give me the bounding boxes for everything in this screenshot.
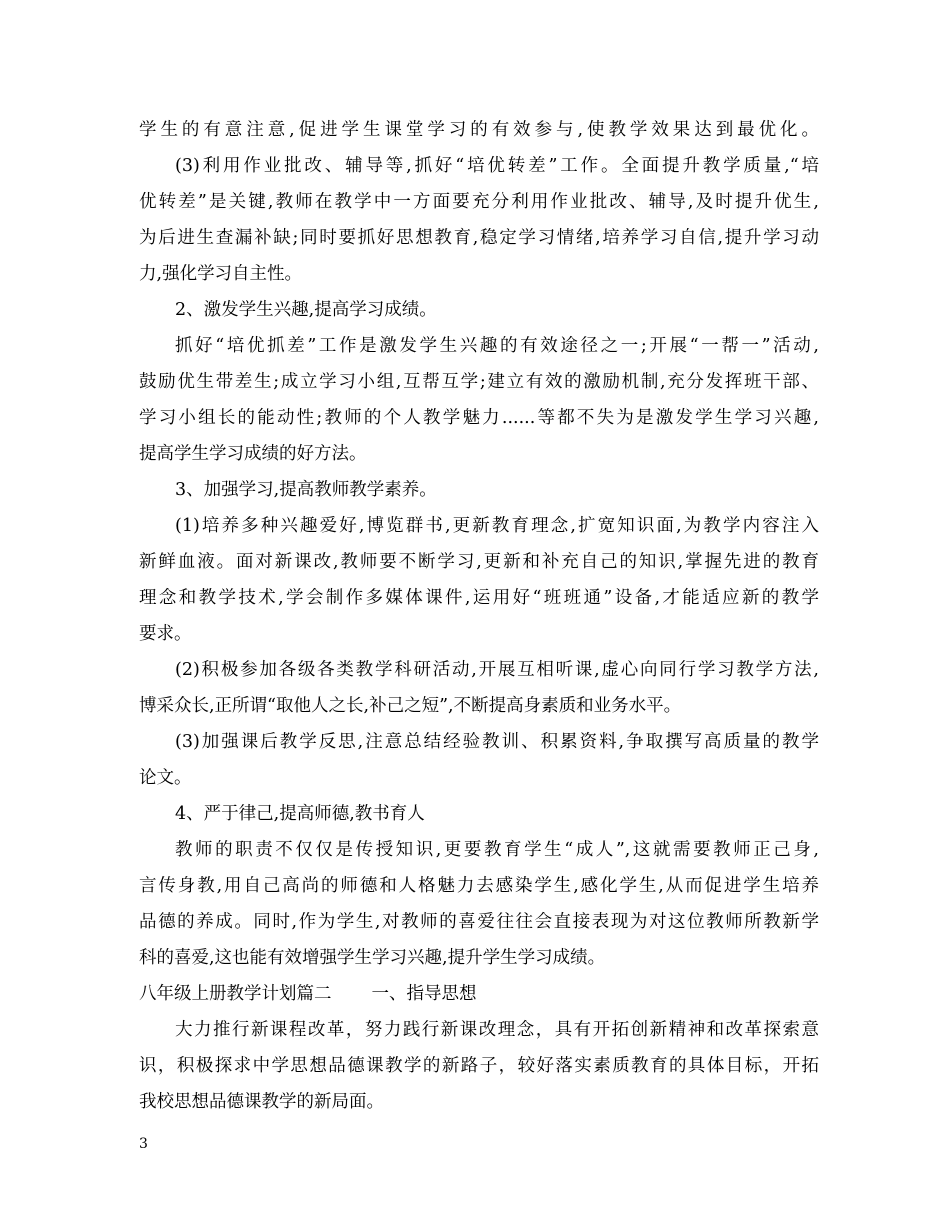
paragraph-line: (1)培养多种兴趣爱好,博览群书,更新教育理念,扩宽知识面,为教学内容注入: [175, 516, 819, 536]
paragraph-line: 论文。: [139, 768, 192, 788]
paragraph-line: 要求。: [139, 624, 192, 644]
paragraph-line: 理念和教学技术,学会制作多媒体课件,运用好“班班通”设备,才能适应新的教学: [139, 588, 819, 608]
section-title: 八年级上册教学计划篇二: [139, 984, 332, 1004]
paragraph-line: 为后进生查漏补缺;同时要抓好思想教育,稳定学习情绪,培养学习自信,提升学习动: [139, 228, 819, 248]
list-heading: 3、加强学习,提高教师教学素养。: [175, 480, 437, 500]
paragraph-line: 学习小组长的能动性;教师的个人教学魅力......等都不失为是激发学生学习兴趣,: [139, 408, 819, 428]
section-subtitle: 一、指导思想: [371, 984, 477, 1004]
paragraph-line: 力,强化学习自主性。: [139, 264, 303, 284]
paragraph-line: (3)利用作业批改、辅导等,抓好“培优转差”工作。全面提升教学质量,“培: [175, 156, 819, 176]
paragraph-line: 鼓励优生带差生;成立学习小组,互帮互学;建立有效的激励机制,充分发挥班干部、: [139, 372, 819, 392]
list-heading: 4、严于律己,提高师德,教书育人: [175, 804, 425, 824]
paragraph-line: 学生的有意注意,促进学生课堂学习的有效参与,使教学效果达到最优化。: [139, 120, 819, 140]
paragraph-line: 抓好“培优抓差”工作是激发学生兴趣的有效途径之一;开展“一帮一”活动,: [175, 336, 819, 356]
paragraph-line: 新鲜血液。面对新课改,教师要不断学习,更新和补充自己的知识,掌握先进的教育: [139, 552, 819, 572]
paragraph-line: (2)积极参加各级各类教学科研活动,开展互相听课,虚心向同行学习教学方法,: [175, 660, 819, 680]
paragraph-line: 言传身教,用自己高尚的师德和人格魅力去感染学生,感化学生,从而促进学生培养: [139, 876, 819, 896]
paragraph-line: 我校思想品德课教学的新局面。: [139, 1092, 384, 1112]
document-body: [139, 112, 819, 1120]
paragraph-line: 提高学生学习成绩的好方法。: [139, 444, 367, 464]
paragraph-line: 优转差”是关键,教师在教学中一方面要充分利用作业批改、辅导,及时提升优生,: [139, 192, 819, 212]
paragraph-line: (3)加强课后教学反思,注意总结经验教训、积累资料,争取撰写高质量的教学: [175, 732, 819, 752]
paragraph-line: 科的喜爱,这也能有效增强学生学习兴趣,提升学生学习成绩。: [139, 948, 606, 968]
paragraph-line: 博采众长,正所谓“取他人之长,补己之短”,不断提高身素质和业务水平。: [139, 696, 682, 716]
paragraph-line: 品德的养成。同时,作为学生,对教师的喜爱往往会直接表现为对这位教师所教新学: [139, 912, 819, 932]
page-number: 3: [139, 1136, 148, 1152]
paragraph-line: 教师的职责不仅仅是传授知识,更要教育学生“成人”,这就需要教师正己身,: [175, 840, 819, 860]
section-heading: [139, 976, 819, 1012]
list-heading: 2、激发学生兴趣,提高学习成绩。: [175, 300, 437, 320]
paragraph-line: 大力推行新课程改革，努力践行新课改理念，具有开拓创新精神和改革探索意: [175, 1020, 819, 1040]
paragraph-line: 识，积极探求中学思想品德课教学的新路子，较好落实素质教育的具体目标，开拓: [139, 1056, 819, 1076]
